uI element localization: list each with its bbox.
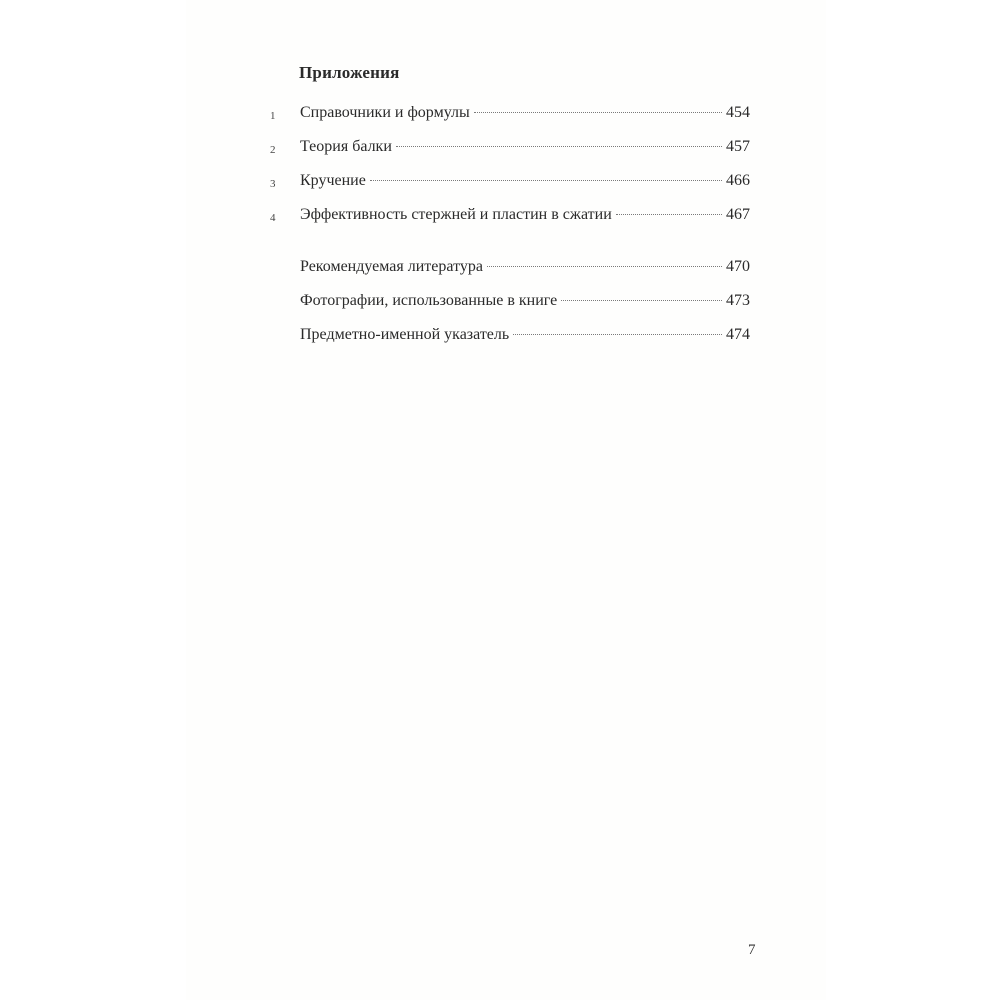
toc-entry-page: 457 [726, 138, 750, 155]
page-number: 7 [748, 942, 756, 958]
toc-entry-appendix-3 [270, 172, 750, 196]
toc-entry-number: 1 [270, 110, 276, 122]
dot-leader [561, 300, 722, 301]
toc-entry-number: 2 [270, 144, 276, 156]
dot-leader [616, 214, 722, 215]
dot-leader [513, 334, 722, 335]
toc-entry-index [270, 326, 750, 350]
toc-entry-page: 470 [726, 258, 750, 275]
section-heading: Приложения [299, 63, 400, 82]
dot-leader [396, 146, 722, 147]
toc-entry-title: Рекомендуемая литература [300, 258, 483, 275]
toc-entry-page: 467 [726, 206, 750, 223]
toc-entry-page: 474 [726, 326, 750, 343]
toc-entry-recommended-reading [270, 258, 750, 282]
toc-entry-title: Кручение [300, 172, 366, 189]
toc-entry-number: 4 [270, 212, 276, 224]
toc-entry-title: Справочники и формулы [300, 104, 470, 121]
toc-entry-photo-credits [270, 292, 750, 316]
toc-entry-page: 473 [726, 292, 750, 309]
toc-entry-page: 454 [726, 104, 750, 121]
toc-entry-title: Эффективность стержней и пластин в сжатии [300, 206, 612, 223]
toc-entry-number: 3 [270, 178, 276, 190]
toc-entry-title: Предметно-именной указатель [300, 326, 510, 343]
toc-entry-title: Теория балки [300, 138, 392, 155]
toc-entry-appendix-4 [270, 206, 750, 230]
dot-leader [487, 266, 722, 267]
toc-entry-title: Фотографии, использованные в книге [300, 292, 558, 309]
toc-entry-appendix-1 [270, 104, 750, 128]
dot-leader [474, 112, 722, 113]
toc-entry-page: 466 [726, 172, 750, 189]
dot-leader [370, 180, 722, 181]
toc-entry-appendix-2 [270, 138, 750, 162]
